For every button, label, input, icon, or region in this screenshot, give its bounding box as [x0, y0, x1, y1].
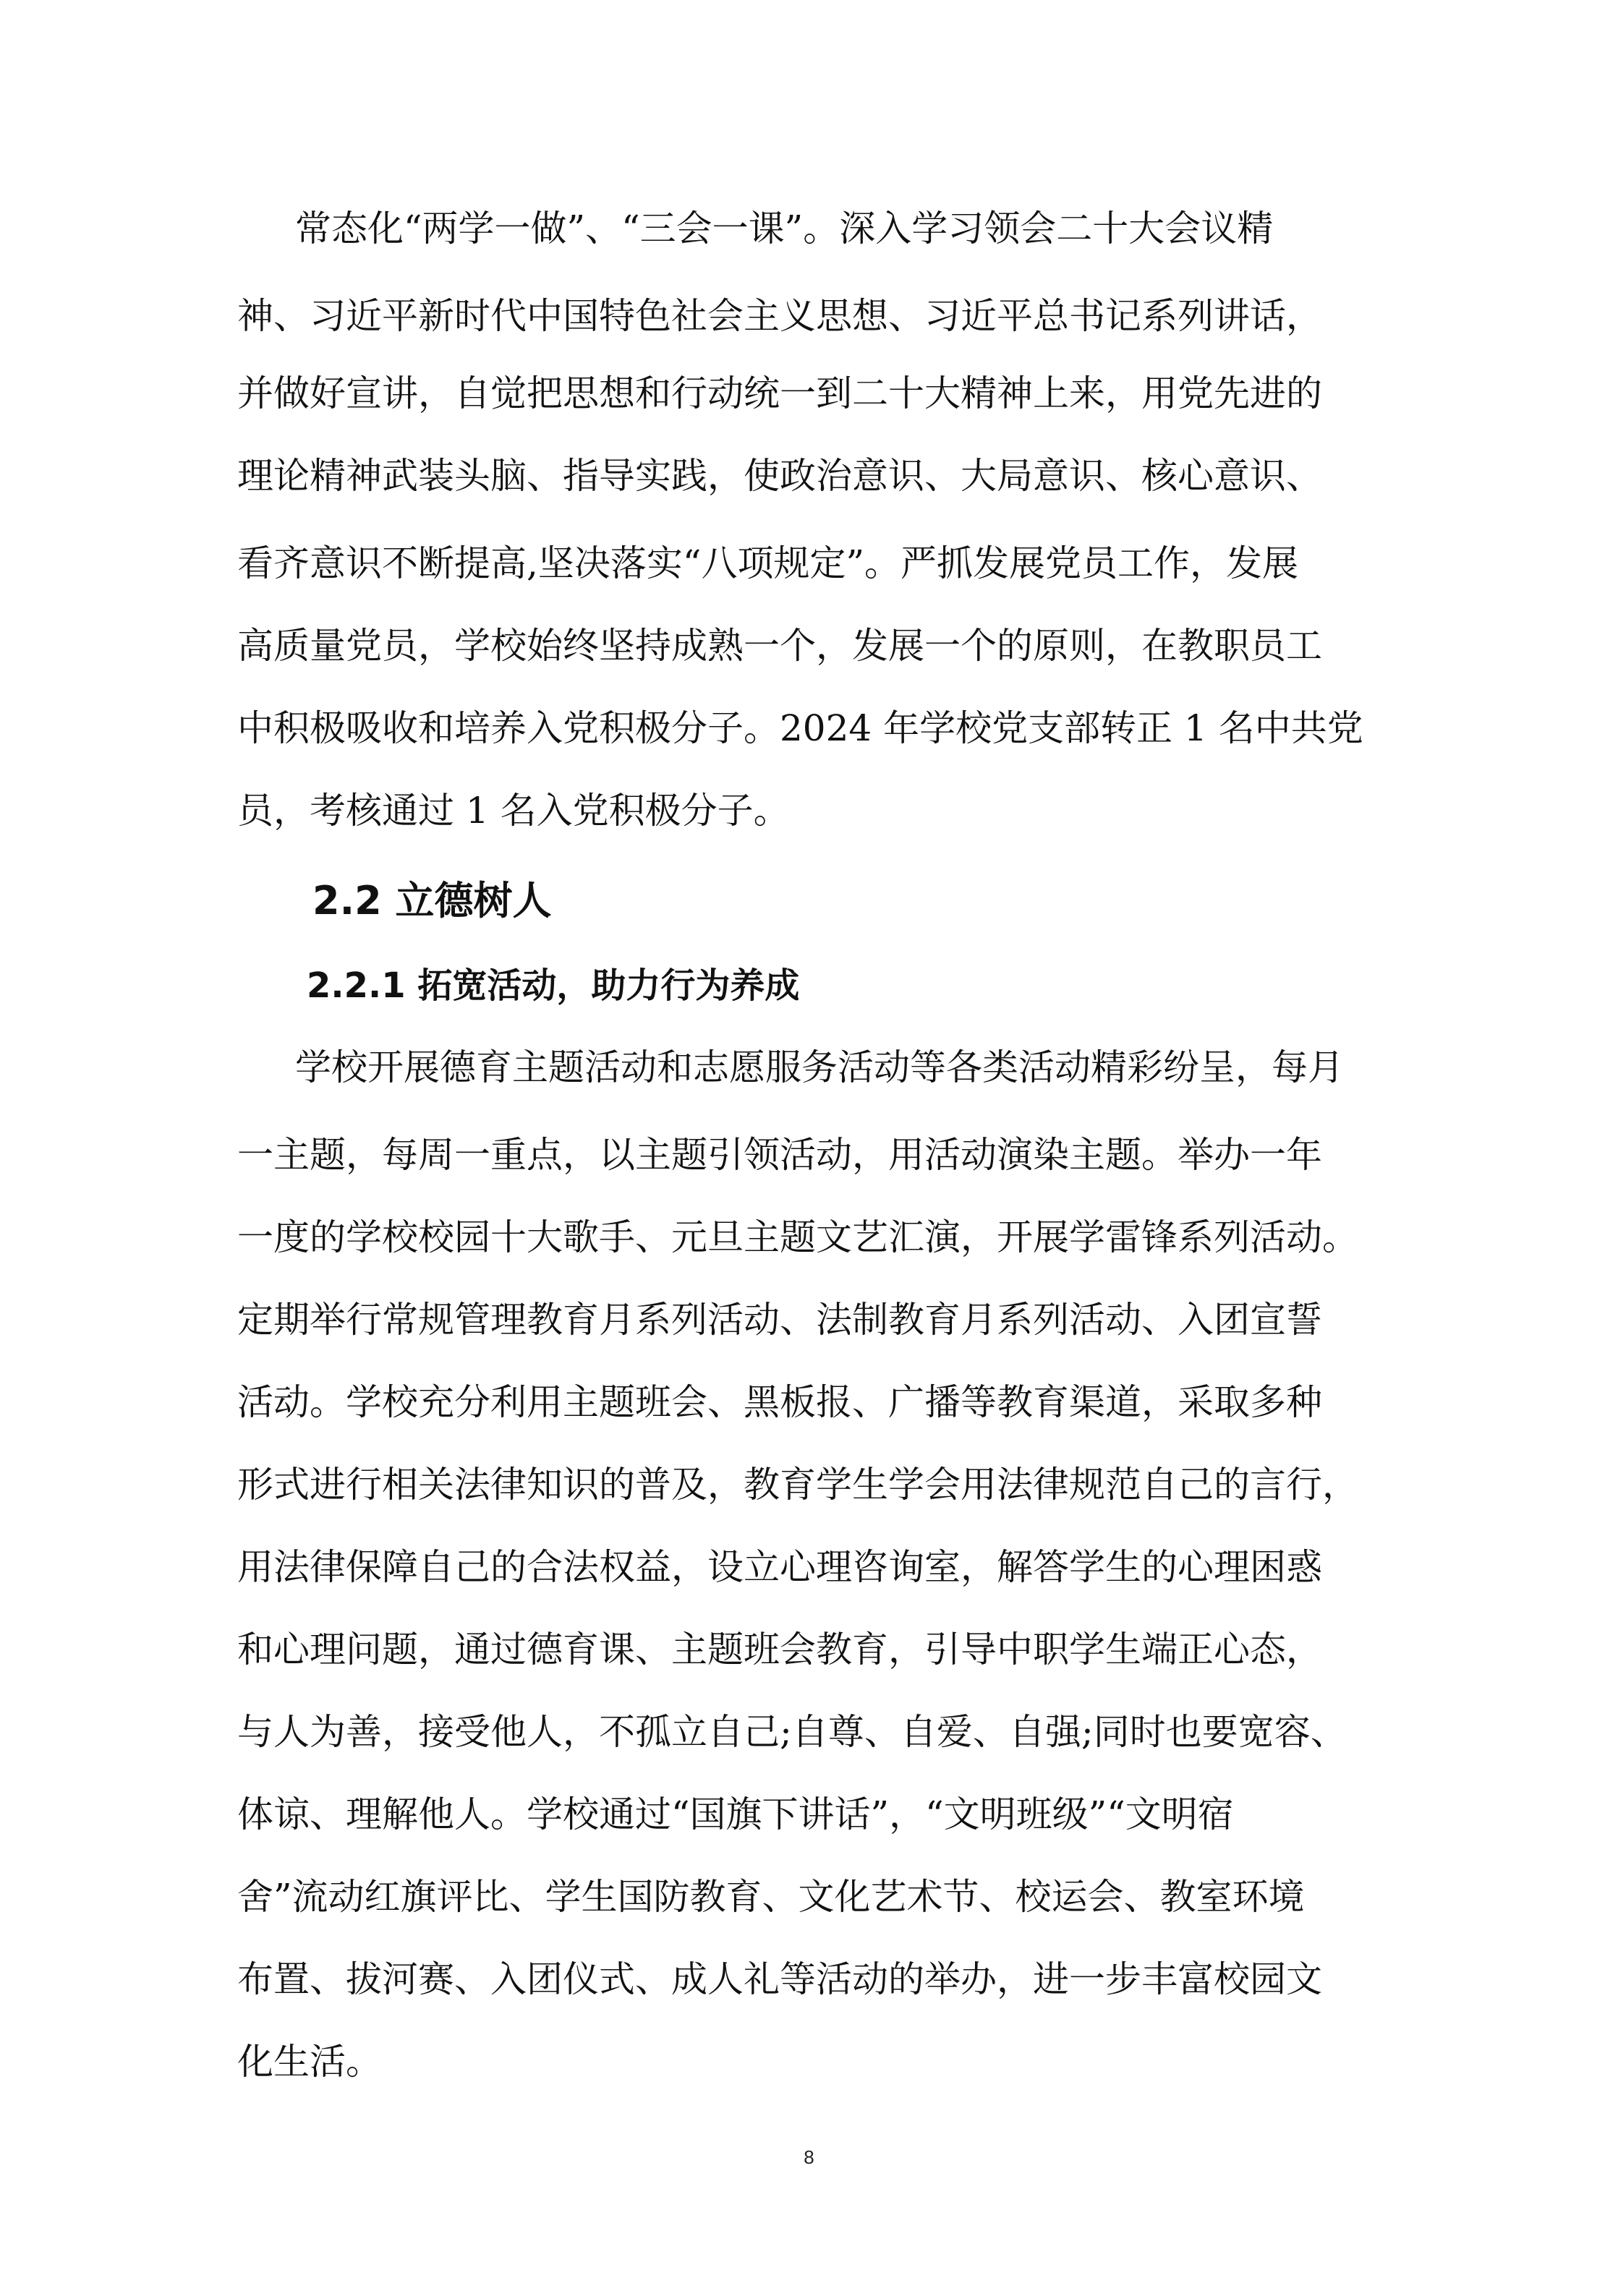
subsection-heading: 2.2.1 拓宽活动，助力行为养成: [307, 965, 800, 1006]
paragraph-line: 常态化“两学一做”、“三会一课”。深入学习领会二十大会议精: [295, 208, 1274, 249]
paragraph-line: 并做好宣讲，自觉把思想和行动统一到二十大精神上来，用党先进的: [237, 372, 1322, 414]
page-number: 8: [804, 2146, 814, 2168]
paragraph-line: 神、习近平新时代中国特色社会主义思想、习近平总书记系列讲话，: [237, 295, 1322, 337]
paragraph-line: 一主题，每周一重点，以主题引领活动，用活动演染主题。举办一年: [237, 1134, 1322, 1176]
paragraph-line: 员，考核通过 1 名入党积极分子。: [237, 790, 790, 832]
paragraph-line: 学校开展德育主题活动和志愿服务活动等各类活动精彩纷呈，每月: [295, 1046, 1344, 1088]
paragraph-line: 布置、拔河赛、入团仪式、成人礼等活动的举办，进一步丰富校园文: [237, 1958, 1322, 2000]
paragraph-line: 与人为善，接受他人，不孤立自己;自尊、自爱、自强;同时也要宽容、: [237, 1711, 1347, 1753]
paragraph-line: 活动。学校充分利用主题班会、黑板报、广播等教育渠道，采取多种: [237, 1381, 1322, 1423]
paragraph-line: 舍”流动红旗评比、学生国防教育、文化艺术节、校运会、教室环境: [237, 1876, 1305, 1918]
paragraph-line: 形式进行相关法律知识的普及，教育学生学会用法律规范自己的言行，: [237, 1464, 1358, 1506]
paragraph-line: 体谅、理解他人。学校通过“国旗下讲话”，“文明班级”“文明宿: [237, 1793, 1234, 1835]
paragraph-line: 用法律保障自己的合法权益，设立心理咨询室，解答学生的心理困惑: [237, 1546, 1322, 1588]
section-heading: 2.2 立德树人: [312, 878, 552, 923]
paragraph-line: 理论精神武装头脑、指导实践，使政治意识、大局意识、核心意识、: [237, 455, 1322, 497]
paragraph-line: 看齐意识不断提高,坚决落实“八项规定”。严抓发展党员工作，发展: [237, 542, 1299, 584]
paragraph-line: 和心理问题，通过德育课、主题班会教育，引导中职学生端正心态，: [237, 1629, 1322, 1670]
paragraph-line: 一度的学校校园十大歌手、元旦主题文艺汇演，开展学雷锋系列活动。: [237, 1216, 1358, 1258]
paragraph-line: 定期举行常规管理教育月系列活动、法制教育月系列活动、入团宣誓: [237, 1299, 1322, 1341]
paragraph-line: 中积极吸收和培养入党积极分子。2024 年学校党支部转正 1 名中共党: [237, 707, 1363, 749]
paragraph-line: 化生活。: [237, 2041, 382, 2083]
paragraph-line: 高质量党员，学校始终坚持成熟一个，发展一个的原则，在教职员工: [237, 625, 1322, 667]
